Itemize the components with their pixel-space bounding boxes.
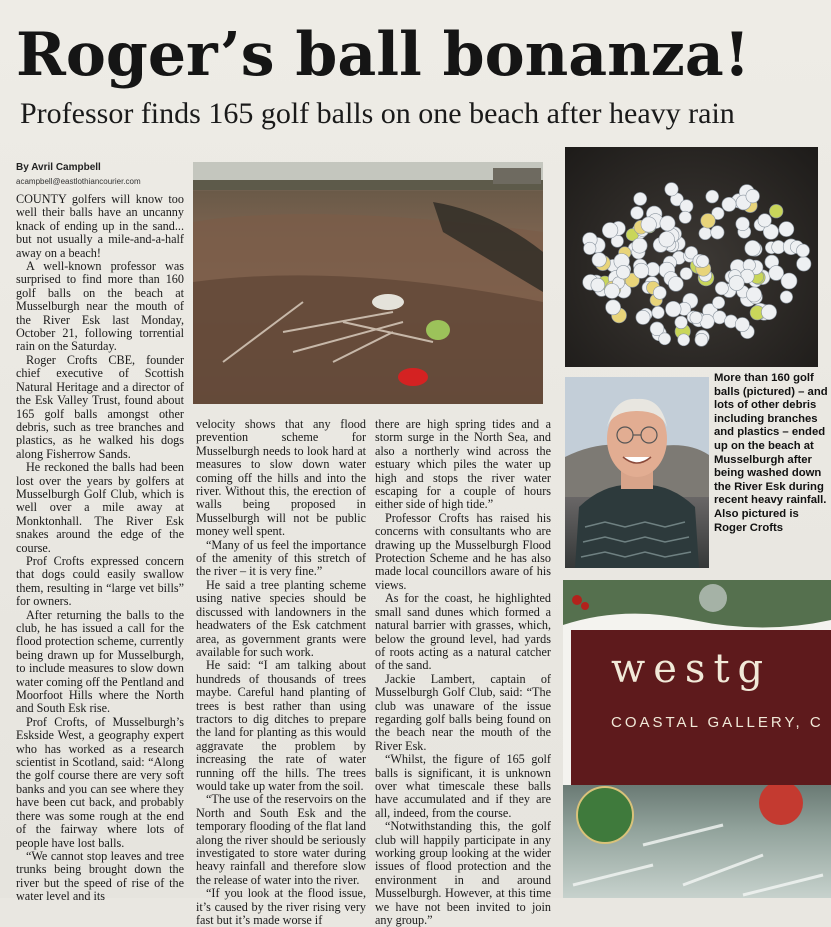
paragraph: Roger Crofts CBE, founder chief executive of Scottish Natural Heritage and a director of the Esk Valley Trust, found about 165 golf balls amongst other debris, such as tree branches and plastics, as he walked his dogs along Fisherrow Sands. <box>16 352 184 461</box>
golf-ball <box>706 190 719 203</box>
golf-ball <box>729 275 744 290</box>
paragraph: “Notwithstanding this, the golf club will happily participate in any working group looking at the wider issues of flood protection and the environment in and around Musselburgh. However, at this time we have not been invited to join any group.” <box>375 819 551 927</box>
golf-ball <box>605 284 620 299</box>
golf-ball <box>713 297 725 309</box>
golf-ball <box>678 334 690 346</box>
golf-ball <box>758 214 771 227</box>
golf-ball <box>699 227 712 240</box>
golf-ball <box>769 204 783 218</box>
golf-ball <box>679 211 691 223</box>
paragraph: A well-known professor was surprised to find more than 160 golf balls on the beach at Musselburgh near the mouth of the River Esk last Monday, October 21, following torrential rain on the Saturday. <box>16 259 184 354</box>
golf-ball <box>761 305 776 320</box>
beach-debris-photo <box>193 162 543 404</box>
westgate-gallery-advert <box>563 580 831 898</box>
golf-ball <box>591 278 605 292</box>
paragraph: After returning the balls to the club, he has issued a call for the flood protection scheme, currently being drawn up for Musselburgh, to include measures to slow down water coming off the Pentland and Moorfoot Hills where the North and South Esk rise. <box>16 607 184 716</box>
article-column-1 <box>16 193 184 904</box>
paragraph: “Whilst, the figure of 165 golf balls is significant, it is unknown over what timescale these balls have accumulated and if they are all, indeed, from the course. <box>375 752 551 820</box>
paragraph: He said a tree planting scheme using native species should be discussed with landowners in the headwaters of the Esk catchment area, as government grants were available for such work. <box>196 577 366 659</box>
golf-ball <box>634 263 649 278</box>
golf-ball <box>675 316 688 329</box>
paragraph: He reckoned the balls had been lost over the years by golfers at Musselburgh Golf Club, which is well over a mile away at Monktonhall. The River Esk snakes around the edge of the course. <box>16 460 184 555</box>
golf-ball <box>745 240 761 256</box>
golf-ball <box>665 183 678 196</box>
golf-ball <box>632 238 647 253</box>
golf-ball <box>781 273 797 289</box>
paragraph: “The use of the reservoirs on the North and South Esk and the temporary flooding of the flat land along the river should be seriously investigated to store water during heavy rainfall and therefore slow the release of water into the river. <box>196 792 366 887</box>
advert-title: westg <box>611 646 772 692</box>
golf-ball <box>746 189 760 203</box>
golf-ball <box>680 268 692 280</box>
golf-ball <box>631 207 644 220</box>
golf-ball <box>711 226 724 239</box>
paragraph: “If you look at the flood issue, it’s caused by the river rising very fast but it’s made worse if <box>196 886 366 927</box>
advert-subtitle: COASTAL GALLERY, C <box>611 714 824 731</box>
paragraph: “Many of us feel the importance of the amenity of this stretch of the river – it is very fine.” <box>196 537 366 579</box>
photo-caption: More than 160 golf balls (pictured) – and lots of other debris including branches and plastics – ended up on the beach at Musselburgh after being washed down the River Esk during recent heavy rainfall. Also pictured is Roger Crofts <box>714 372 828 534</box>
golf-ball <box>747 287 762 302</box>
golf-ball <box>653 286 666 299</box>
golf-ball <box>701 214 716 229</box>
advert-frosted-branches <box>563 785 831 898</box>
paragraph: there are high spring tides and a storm surge in the North Sea, and also a northerly wind across the estuary which piles the water up high and stops the river water escaping for a couple of hours either side of high tide.” <box>375 417 551 512</box>
roger-crofts-portrait <box>565 377 709 568</box>
golf-ball <box>634 192 647 205</box>
paragraph: Prof Crofts expressed concern that dogs could easily swallow them, resulting in “large vet bills” for owners. <box>16 553 184 609</box>
golf-ball <box>735 318 749 332</box>
headline: Roger’s ball bonanza! <box>16 20 751 90</box>
paragraph: velocity shows that any flood prevention scheme for Musselburgh needs to look hard at measures to slow down water coming off the hills and into the river. Without this, the erection of walls being proposed in Musselburgh will not be public money well spent. <box>196 417 366 539</box>
golf-balls-illustration <box>565 147 818 367</box>
paragraph: “We cannot stop leaves and tree trunks being brought down the river but the speed of rise of the water level and its <box>16 848 184 904</box>
golf-ball <box>666 301 682 317</box>
article-column-3 <box>375 418 551 927</box>
paragraph: Prof Crofts, of Musselburgh’s Eskside West, a geography expert who has worked as a research scientist in Scotland, said: “Along the golf course there are very soft banks and you can see where they have been cut back, and probably there was some rough at the end of the fairway where lots of people have lost balls. <box>16 714 184 850</box>
beach-debris-illustration <box>193 162 543 404</box>
golf-ball <box>636 310 650 324</box>
golf-ball <box>780 291 792 303</box>
paragraph: Professor Crofts has raised his concerns with consultants who are drawing up the Musselburgh Flood Protection Scheme and he has also made local councillors aware of his views. <box>375 510 551 592</box>
paragraph: Jackie Lambert, captain of Musselburgh Golf Club, said: “The club was unaware of the issue regarding golf balls being found on the beach near the mouth of the River Esk. <box>375 671 551 753</box>
golf-ball <box>660 216 675 231</box>
golf-ball <box>797 257 811 271</box>
byline: By Avril Campbell <box>16 162 101 173</box>
golf-ball <box>697 255 709 267</box>
golf-ball <box>659 232 675 248</box>
paragraph: He said: “I am talking about hundreds of thousands of trees maybe. Careful hand planting of trees is best rather than using tractors to dig ditches to prepare the land for planting as this would aggravate the problem by increasing the rate of water running off the hills. The trees would take up water from the soil. <box>196 658 366 793</box>
golf-ball <box>736 217 750 231</box>
golf-ball <box>652 306 664 318</box>
golf-ball <box>592 253 606 267</box>
golf-ball <box>602 223 618 239</box>
golf-ball <box>680 200 693 213</box>
golf-ball <box>584 242 596 254</box>
paragraph: As for the coast, he highlighted small sand dunes which formed a natural barrier with grasses, which, below the ground level, had yards of roots acting as a natural catcher of the sand. <box>375 591 551 673</box>
golf-ball <box>617 265 631 279</box>
golf-ball <box>695 333 708 346</box>
paragraph: COUNTY golfers will know too well their balls have an uncanny knack of ending up in the sand... but not usually a mile-and-a-half away on a beach! <box>16 192 184 260</box>
byline-email: acampbell@eastlothiancourier.com <box>16 177 141 186</box>
subheadline: Professor finds 165 golf balls on one beach after heavy rain <box>20 97 735 130</box>
golf-ball <box>779 222 794 237</box>
golf-ball <box>659 333 671 345</box>
golf-ball <box>641 217 656 232</box>
golf-balls-photo <box>565 147 818 367</box>
article-column-2 <box>196 418 366 927</box>
golf-ball <box>606 300 621 315</box>
golf-ball <box>690 312 702 324</box>
golf-ball <box>797 244 810 257</box>
bauble-decoration-icon <box>563 785 831 898</box>
portrait-illustration <box>565 377 709 568</box>
golf-ball <box>722 197 736 211</box>
golf-ball <box>669 277 684 292</box>
golf-ball <box>715 282 728 295</box>
